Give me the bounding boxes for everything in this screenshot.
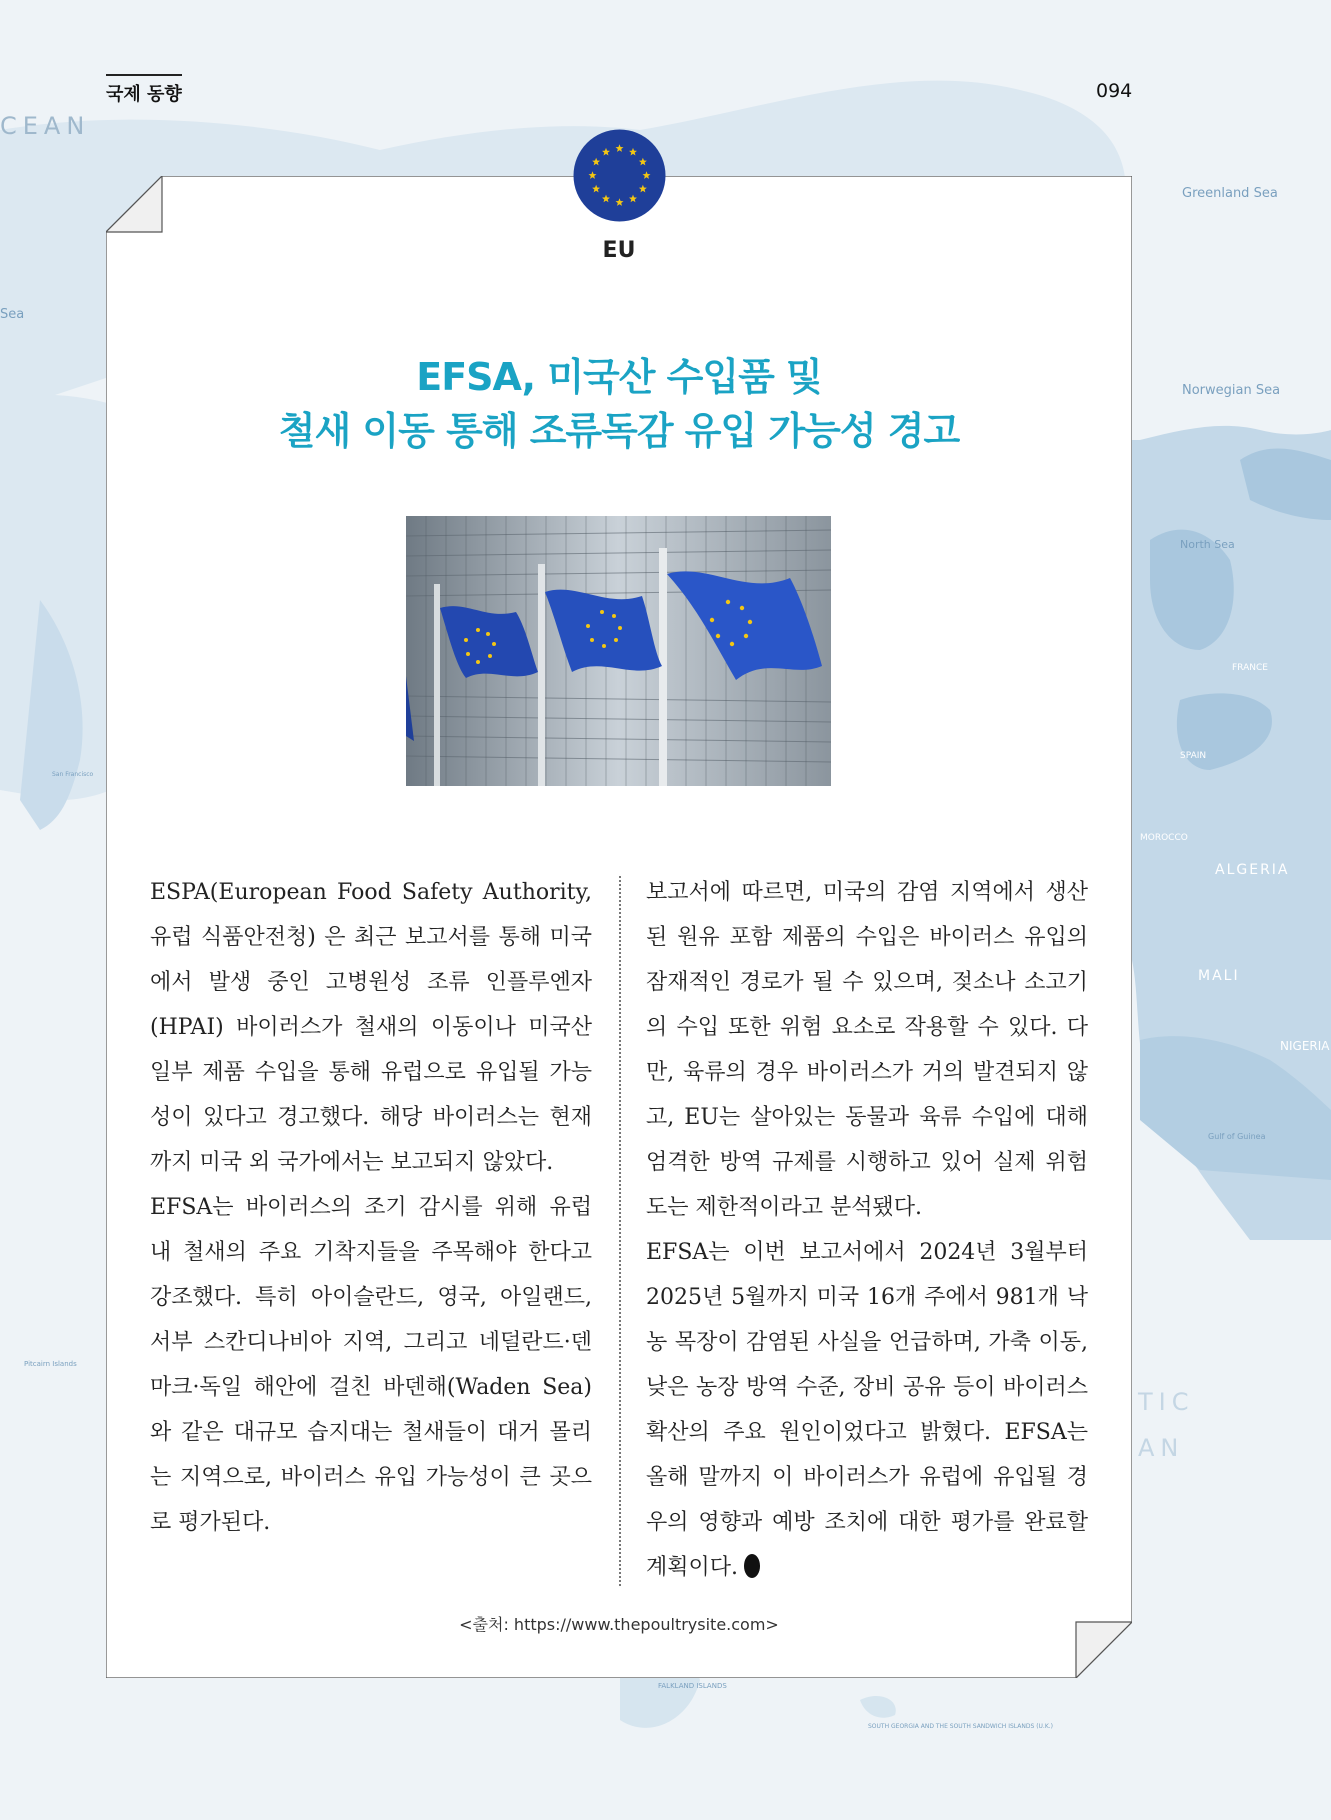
map-label-greenland-sea: Greenland Sea: [1182, 186, 1278, 201]
paragraph-text: EFSA는 이번 보고서에서 2024년 3월부터 2025년 5월까지 미국 16개 주에서 981개 낙농 목장이 감염된 사실을 언급하며, 가축 이동, 낮은 농장 방역 수준, 장비 공유 등이 바이러스 확산의 주요 원인이었다고 밝혔다. EFSA는 올해 말까지 이 바이러스가 유럽에 유입될 경우의 영향과 예방 조치에 대한 평가를 완료할 계획이다.: [646, 1240, 1088, 1580]
article-headline: [106, 350, 1132, 458]
map-label-san-francisco: San Francisco: [52, 771, 94, 778]
map-label-france: FRANCE: [1232, 663, 1268, 673]
map-label-atlantic-2: AN: [1138, 1434, 1185, 1462]
eu-flags-photo: [406, 516, 831, 786]
map-label-south-georgia: SOUTH GEORGIA AND THE SOUTH SANDWICH ISLANDS (U.K.): [868, 1723, 1054, 1730]
source-citation: <출처: https://www.thepoultrysite.com>: [459, 1615, 779, 1634]
map-label-atlantic-1: TIC: [1138, 1388, 1195, 1416]
section-label: 국제 동향: [106, 84, 182, 105]
article-column-left: [150, 870, 592, 1545]
map-label-morocco: MOROCCO: [1140, 833, 1188, 843]
map-label-sea: Sea: [0, 307, 25, 322]
article-column-right: [646, 870, 1088, 1590]
eu-stars-icon: [573, 129, 666, 222]
region-label: EU: [602, 238, 636, 263]
map-label-falkland: FALKLAND ISLANDS: [658, 1682, 727, 1690]
map-label-north-sea: North Sea: [1180, 538, 1235, 551]
paragraph: [646, 1230, 1088, 1590]
map-label-spain: SPAIN: [1180, 751, 1207, 761]
map-label-algeria: ALGERIA: [1215, 862, 1290, 878]
article-card: [106, 176, 1132, 1678]
map-label-mali: MALI: [1198, 968, 1240, 984]
article-end-icon: [744, 1554, 760, 1578]
map-label-pitcairn: Pitcairn Islands: [24, 1360, 77, 1368]
headline-line-2: 철새 이동 통해 조류독감 유입 가능성 경고: [278, 409, 960, 453]
map-label-ocean: CEAN: [0, 112, 91, 140]
paragraph: 보고서에 따르면, 미국의 감염 지역에서 생산된 원유 포함 제품의 수입은 바이러스 유입의 잠재적인 경로가 될 수 있으며, 젖소나 소고기의 수입 또한 위험 요소로 작용할 수 있다. 다만, 육류의 경우 바이러스가 거의 발견되지 않고, EU는 살아있는 동물과 육류 수입에 대해 엄격한 방역 규제를 시행하고 있어 실제 위험도는 제한적이라고 분석됐다.: [646, 880, 1088, 1220]
headline-line-1: EFSA, 미국산 수입품 및: [416, 355, 822, 399]
paragraph: ESPA(European Food Safety Authority, 유럽 식품안전청) 은 최근 보고서를 통해 미국에서 발생 중인 고병원성 조류 인플루엔자(HPAI) 바이러스가 철새의 이동이나 미국산 일부 제품 수입을 통해 유럽으로 유입될 가능성이 있다고 경고했다. 해당 바이러스는 현재까지 미국 외 국가에서는 보고되지 않았다.: [150, 880, 592, 1175]
column-divider: [619, 876, 621, 1586]
map-label-norwegian-sea: Norwegian Sea: [1182, 383, 1281, 398]
section-label-rule: [106, 74, 182, 76]
map-label-nigeria: NIGERIA: [1280, 1039, 1330, 1053]
map-label-gulf-guinea: Gulf of Guinea: [1208, 1132, 1266, 1141]
page-number: 094: [1096, 80, 1133, 102]
paragraph: EFSA는 바이러스의 조기 감시를 위해 유럽 내 철새의 주요 기착지들을 주목해야 한다고 강조했다. 특히 아이슬란드, 영국, 아일랜드, 서부 스칸디나비아 지역, 그리고 네덜란드·덴마크·독일 해안에 걸친 바덴해(Waden Sea)와 같은 대규모 습지대는 철새들이 대거 몰리는 지역으로, 바이러스 유입 가능성이 큰 곳으로 평가된다.: [150, 1195, 592, 1535]
